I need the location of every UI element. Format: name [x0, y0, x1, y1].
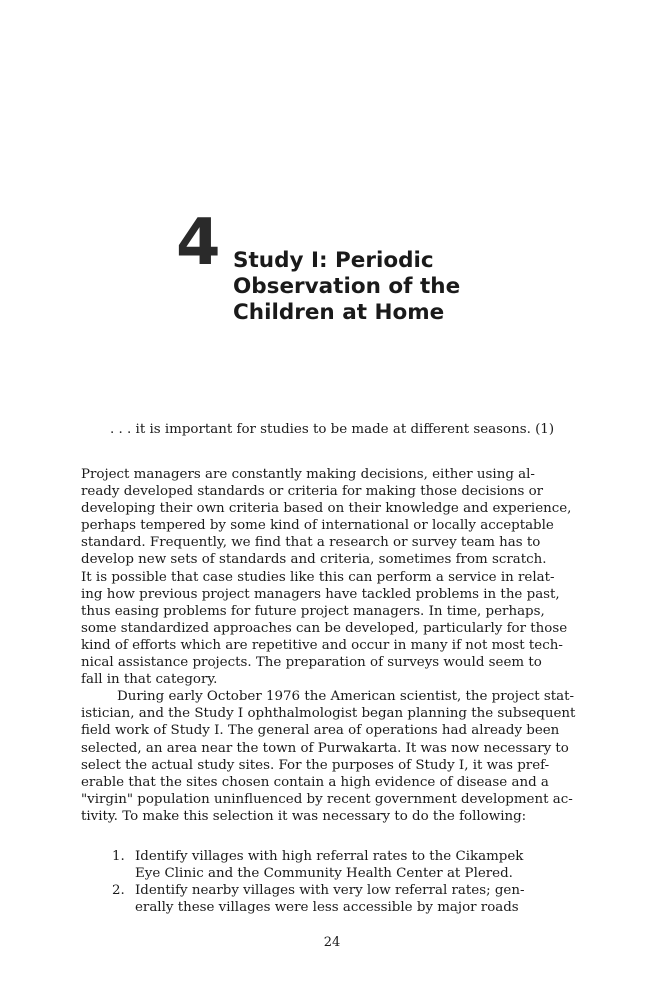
text-line: During early October 1976 the American scientist, the project stat-: [117, 689, 575, 705]
chapter-title-line: Observation of the: [233, 274, 461, 299]
numbered-list: [112, 848, 592, 916]
list-item: [112, 882, 592, 916]
list-number: 1.: [112, 849, 125, 864]
text-line: It is possible that case studies like this can perform a service in relat-: [81, 569, 555, 585]
chapter-title: [233, 248, 460, 326]
text-line: select the actual study sites. For the purposes of Study I, it was pref-: [81, 757, 550, 773]
text-line: field work of Study I. The general area of operations had already been: [81, 723, 560, 739]
text-line: developing their own criteria based on their knowledge and experience,: [81, 501, 572, 517]
text-line: Eye Clinic and the Community Health Center at Plered.: [135, 866, 513, 882]
text-line: standard. Frequently, we find that a research or survey team has to: [81, 535, 541, 551]
text-line: ing how previous project managers have tackled problems in the past,: [81, 586, 560, 602]
chapter-number: 4: [176, 206, 219, 280]
text-line: ready developed standards or criteria for making those decisions or: [81, 484, 544, 500]
text-line: thus easing problems for future project managers. In time, perhaps,: [81, 603, 545, 619]
text-line: istician, and the Study I ophthalmologist began planning the subsequent: [81, 706, 576, 722]
epigraph: . . . it is important for studies to be made at different seasons. (1): [110, 422, 555, 437]
text-line: Identify nearby villages with very low referral rates; gen-: [135, 883, 525, 899]
text-line: "virgin" population uninfluenced by recent government development ac-: [81, 791, 573, 807]
text-line: erally these villages were less accessible by major roads: [135, 900, 519, 916]
chapter-title-line: Study I: Periodic: [233, 248, 434, 273]
page-number: 24: [323, 935, 341, 950]
text-line: kind of efforts which are repetitive and occur in many if not most tech-: [81, 637, 563, 653]
text-line: tivity. To make this selection it was necessary to do the following:: [81, 808, 527, 824]
text-line: Identify villages with high referral rates to the Cikampek: [135, 849, 524, 864]
chapter-title-line: Children at Home: [233, 300, 445, 325]
list-item: [112, 848, 592, 882]
text-line: develop new sets of standards and criteria, sometimes from scratch.: [81, 552, 547, 568]
text-line: selected, an area near the town of Purwakarta. It was now necessary to: [81, 740, 569, 756]
text-line: Project managers are constantly making decisions, either using al-: [81, 467, 535, 482]
list-number: 2.: [112, 883, 125, 899]
paragraph: [81, 466, 591, 688]
text-line: nical assistance projects. The preparation of surveys would seem to: [81, 655, 542, 671]
paragraph: [81, 688, 591, 825]
text-line: fall in that category.: [81, 672, 218, 688]
text-line: perhaps tempered by some kind of international or locally acceptable: [81, 518, 554, 534]
body-text: [81, 466, 591, 825]
text-line: some standardized approaches can be developed, particularly for those: [81, 620, 568, 636]
text-line: erable that the sites chosen contain a high evidence of disease and a: [81, 774, 549, 790]
